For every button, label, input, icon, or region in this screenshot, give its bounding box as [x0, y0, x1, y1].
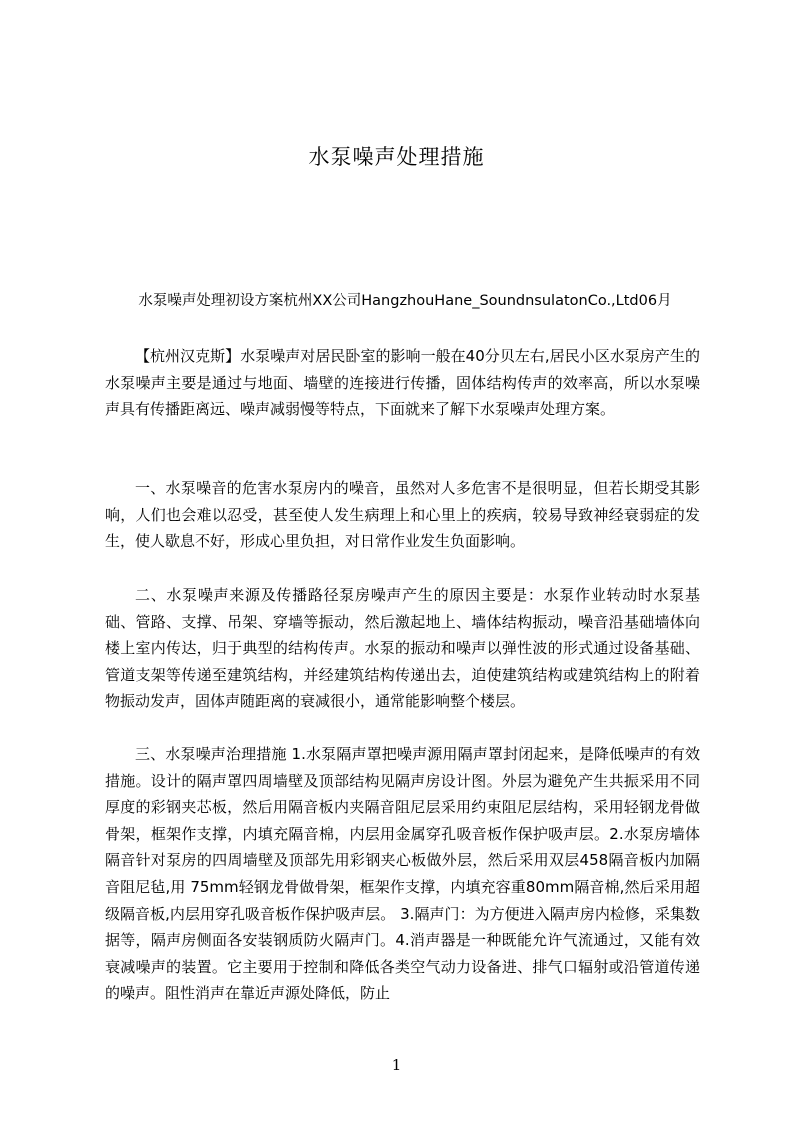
paragraph-treatment-measures: 三、水泵噪声治理措施 1.水泵隔声罩把噪声源用隔声罩封闭起来，是降低噪声的有效措施。设计的隔声罩四周墙壁及顶部结构见隔声房设计图。外层为避免产生共振采用不同厚度的彩钢夹芯板，然后用隔音板内夹隔音阻尼层采用约束阻尼层结构，采用轻钢龙骨做骨架，框架作支撑，内填充隔音棉，内层用金属穿孔吸音板作保护吸声层。2.水泵房墙体隔音针对泵房的四周墙壁及顶部先用彩钢夹心板做外层，然后采用双层458隔音板内加隔音阻尼毡,用 75mm轻钢龙骨做骨架，框架作支撑，内填充容重80mm隔音棉,然后采用超级隔音板,内层用穿孔吸音板作保护吸声层。 3.隔声门：为方便进入隔声房内检修，采集数据等，隔声房侧面各安装钢质防火隔声门。4.消声器是一种既能允许气流通过，又能有效衰减噪声的装置。它主要用于控制和降低各类空气动力设备进、排气口辐射或沿管道传递的噪声。阻性消声在靠近声源处降低，防止: [105, 745, 700, 1003]
document-subtitle: 水泵噪声处理初设方案杭州XX公司HangzhouHane_SoundnsulatonCo.,Ltd06月: [138, 293, 672, 309]
paragraph-hazards: 一、水泵噪音的危害水泵房内的噪音，虽然对人多危害不是很明显，但若长期受其影响，人们也会难以忍受，甚至使人发生病理上和心里上的疾病，较易导致神经衰弱症的发生，使人歇息不好，形成心里负担，对日常作业发生负面影响。: [105, 479, 700, 551]
paragraph-noise-sources: 二、水泵噪声来源及传播路径泵房噪声产生的原因主要是：水泵作业转动时水泵基础、管路、支撑、吊架、穿墙等振动，然后激起地上、墙体结构振动，噪音沿基础墙体向楼上室内传达，归于典型的结构传声。水泵的振动和噪声以弹性波的形式通过设备基础、管道支架等传递至建筑结构，并经建筑结构传递出去，迫使建筑结构或建筑结构上的附着物振动发声，固体声随距离的衰减很小，通常能影响整个楼层。: [105, 586, 700, 711]
document-title: 水泵噪声处理措施: [308, 145, 485, 169]
paragraph-intro: 【杭州汉克斯】水泵噪声对居民卧室的影响一般在40分贝左右,居民小区水泵房产生的水泵噪声主要是通过与地面、墙壁的连接进行传播，固体结构传声的效率高，所以水泵噪声具有传播距离远、噪声减弱慢等特点，下面就来了解下水泵噪声处理方案。: [105, 347, 700, 419]
page-number: 1: [391, 1056, 402, 1074]
